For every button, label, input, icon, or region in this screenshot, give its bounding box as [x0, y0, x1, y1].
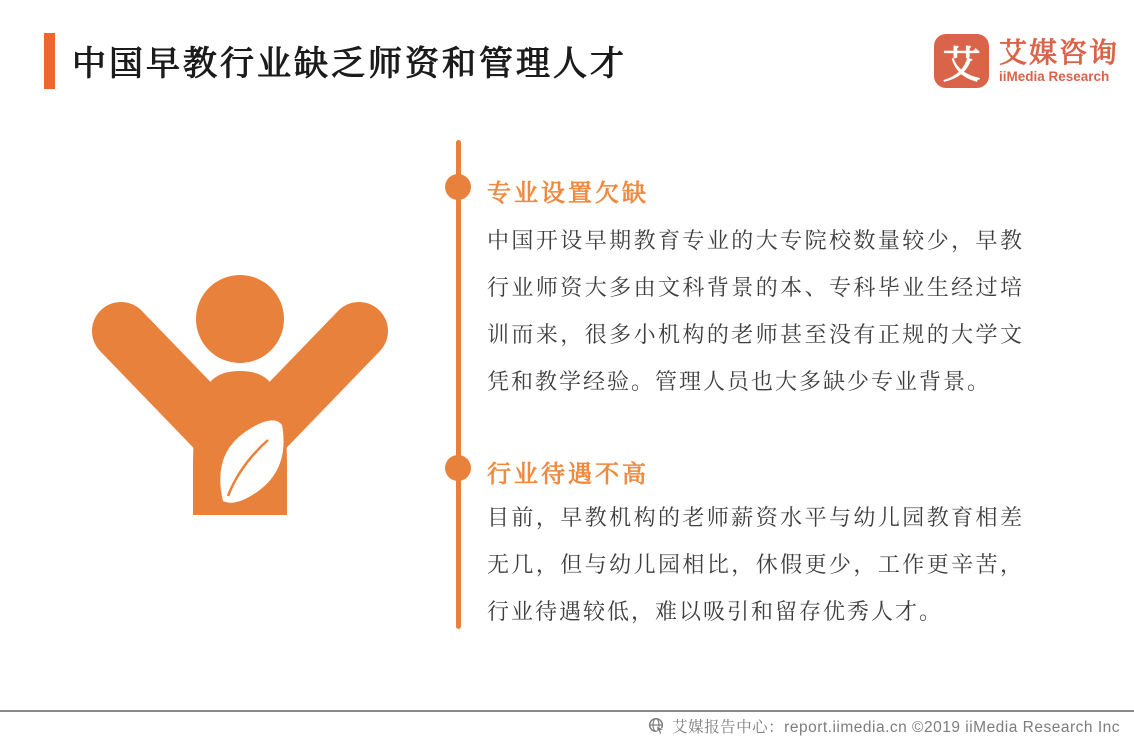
person-raised-arms-leaf-icon	[90, 255, 390, 515]
footer	[648, 715, 1120, 737]
logo-name-cn: 艾媒咨询	[999, 37, 1120, 69]
footer-divider	[0, 710, 1134, 712]
title-accent-bar	[44, 33, 55, 89]
iimedia-logo-icon: 艾	[934, 34, 989, 88]
timeline-item-2-heading: 行业待遇不高	[487, 461, 649, 488]
logo-names	[999, 38, 1119, 84]
timeline-line	[456, 140, 461, 629]
globe-cursor-icon	[648, 717, 666, 735]
iimedia-logo	[934, 34, 1119, 88]
timeline-dot-1	[445, 174, 471, 200]
page-title: 中国早教行业缺乏师资和管理人才	[72, 45, 627, 83]
footer-text: 艾媒报告中心：report.iimedia.cn ©2019 iiMedia Research Inc	[672, 719, 1120, 736]
timeline-item-2-body: 目前，早教机构的老师薪资水平与幼儿园教育相差无几，但与幼儿园相比，休假更少，工作更辛苦，行业待遇较低，难以吸引和留存优秀人才。	[487, 505, 1024, 624]
logo-name-en: iiMedia Research	[999, 68, 1110, 84]
timeline-item-1-heading: 专业设置欠缺	[487, 180, 649, 207]
timeline-dot-2	[445, 455, 471, 481]
timeline-item-1-body: 中国开设早期教育专业的大专院校数量较少，早教行业师资大多由文科背景的本、专科毕业生经过培训而来，很多小机构的老师甚至没有正规的大学文凭和教学经验。管理人员也大多缺少专业背景。	[487, 228, 1024, 394]
